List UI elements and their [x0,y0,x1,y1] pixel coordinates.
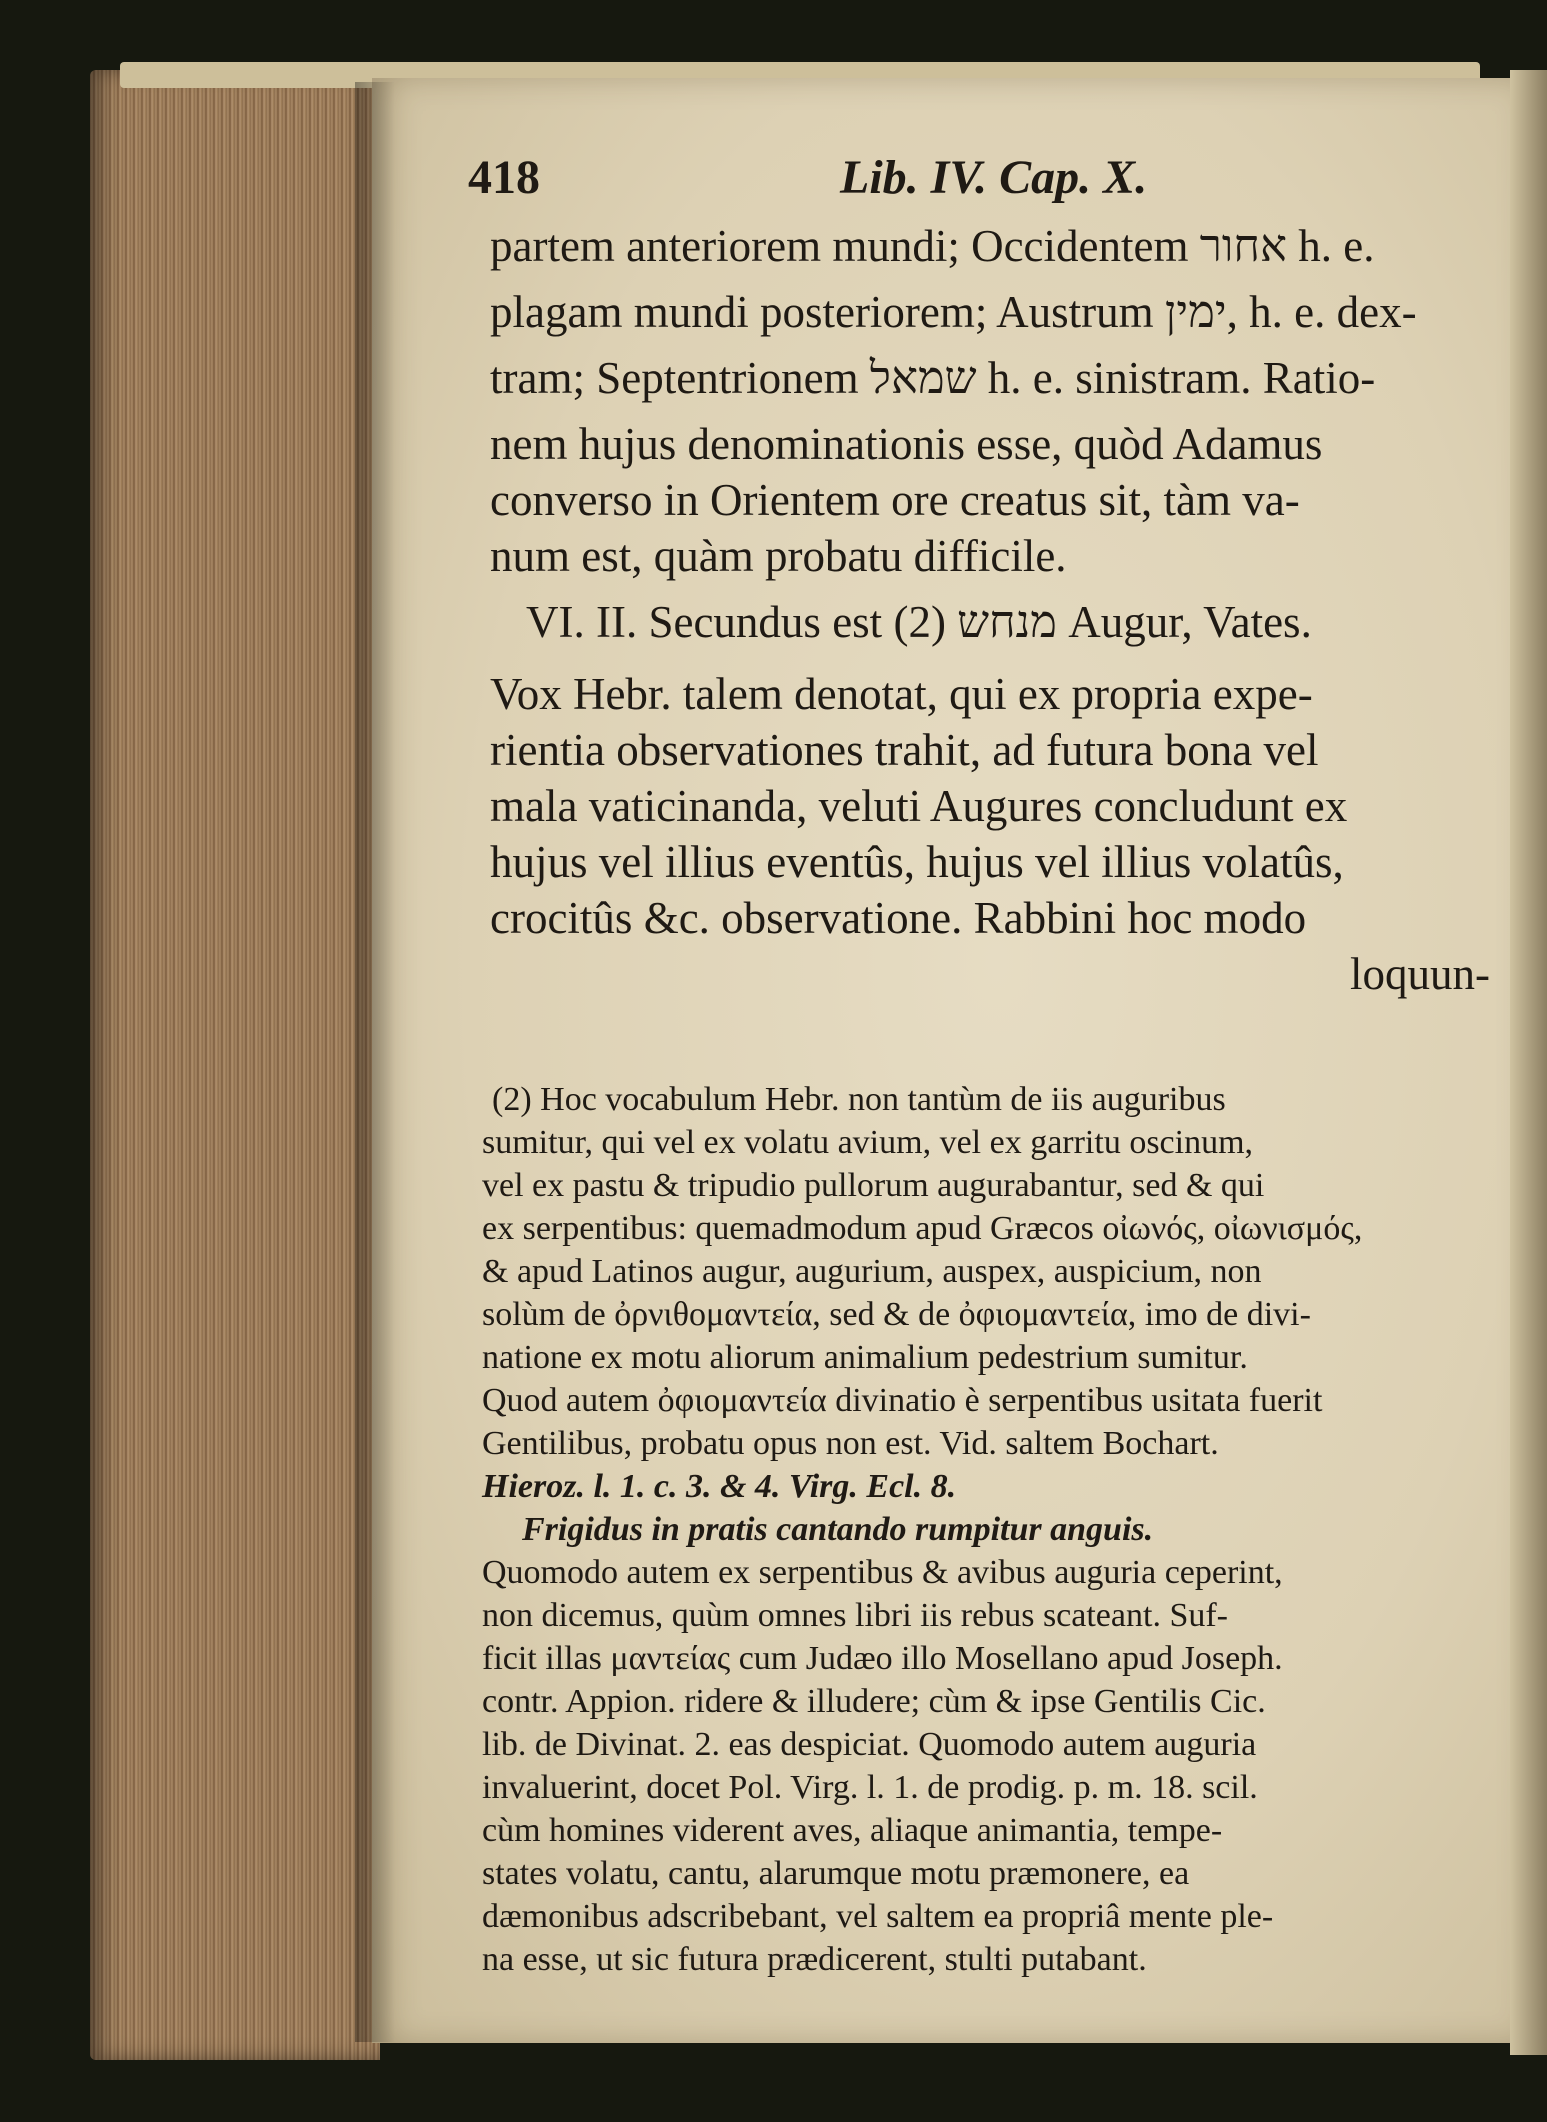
page-number: 418 [468,151,540,204]
footnote-line: ex serpentibus: quemadmodum apud Græcos οἰωνός, οἰωνισμός, [482,1210,1363,1247]
book-right-edge [1510,70,1547,2055]
footnote-line: (2) Hoc vocabulum Hebr. non tantùm de iis auguribus [492,1081,1226,1118]
book-page [372,78,1510,2043]
footnote-line: cùm homines viderent aves, aliaque animantia, tempe- [482,1812,1223,1849]
text-line: partem anteriorem mundi; Occidentem אחור h. e. [490,221,1375,271]
footnote-line: natione ex motu aliorum animalium pedestrium sumitur. [482,1339,1248,1376]
page-header [372,150,1510,210]
footnote-line: contr. Appion. ridere & illudere; cùm & ipse Gentilis Cic. [482,1683,1266,1720]
page-gutter-shadow [355,82,395,2042]
book-page-edges [90,70,380,2060]
footnote-line: & apud Latinos augur, augurium, auspex, auspicium, non [482,1253,1262,1290]
text-line: tram; Septentrionem שמאל h. e. sinistram. Ratio- [490,353,1376,403]
text-line: Vox Hebr. talem denotat, qui ex propria expe- [490,669,1313,719]
footnote-line: non dicemus, quùm omnes libri iis rebus scateant. Suf- [482,1597,1228,1634]
footnote-line: lib. de Divinat. 2. eas despiciat. Quomodo autem auguria [482,1726,1257,1763]
footnote-line: ficit illas μαντείας cum Judæo illo Mosellano apud Joseph. [482,1640,1283,1677]
footnote-line: dæmonibus adscribebant, vel saltem ea propriâ mente ple- [482,1898,1274,1935]
footnote-line: states volatu, cantu, alarumque motu præmonere, ea [482,1855,1190,1892]
footnote-line: na esse, ut sic futura prædicerent, stulti putabant. [482,1941,1147,1978]
text-line: hujus vel illius eventûs, hujus vel illius volatûs, [490,837,1344,887]
text-line: mala vaticinanda, veluti Augures concludunt ex [490,781,1348,831]
footnote-line: vel ex pastu & tripudio pullorum augurabantur, sed & qui [482,1167,1265,1204]
footnote-line: Gentilibus, probatu opus non est. Vid. saltem Bochart. [482,1425,1219,1462]
text-line: num est, quàm probatu difficile. [490,531,1067,581]
footnote-line: solùm de ὀρνιθομαντεία, sed & de ὀφιομαντεία, imo de divi- [482,1296,1311,1333]
text-line: nem hujus denominationis esse, quòd Adamus [490,419,1323,469]
text-line: plagam mundi posteriorem; Austrum ימין, h. e. dex- [490,287,1417,337]
running-head: Lib. IV. Cap. X. [840,151,1148,204]
footnote-line: Hieroz. l. 1. c. 3. & 4. Virg. Ecl. 8. [482,1468,957,1505]
text-line: converso in Orientem ore creatus sit, tàm va- [490,475,1300,525]
footnote-line: sumitur, qui vel ex volatu avium, vel ex garritu oscinum, [482,1124,1254,1161]
text-line: crocitûs &c. observatione. Rabbini hoc modo [490,893,1307,943]
footnote-line: Quod autem ὀφιομαντεία divinatio è serpentibus usitata fuerit [482,1382,1323,1419]
text-line: VI. II. Secundus est מנחש (2) Augur, Vates. [526,597,1312,647]
text-line: rientia observationes trahit, ad futura bona vel [490,725,1319,775]
footnote-verse: Frigidus in pratis cantando rumpitur anguis. [522,1511,1154,1548]
catchword: loquun- [1350,949,1490,999]
footnote-line: invaluerint, docet Pol. Virg. l. 1. de prodig. p. m. 18. scil. [482,1769,1258,1806]
footnote-line: Quomodo autem ex serpentibus & avibus auguria ceperint, [482,1554,1283,1591]
